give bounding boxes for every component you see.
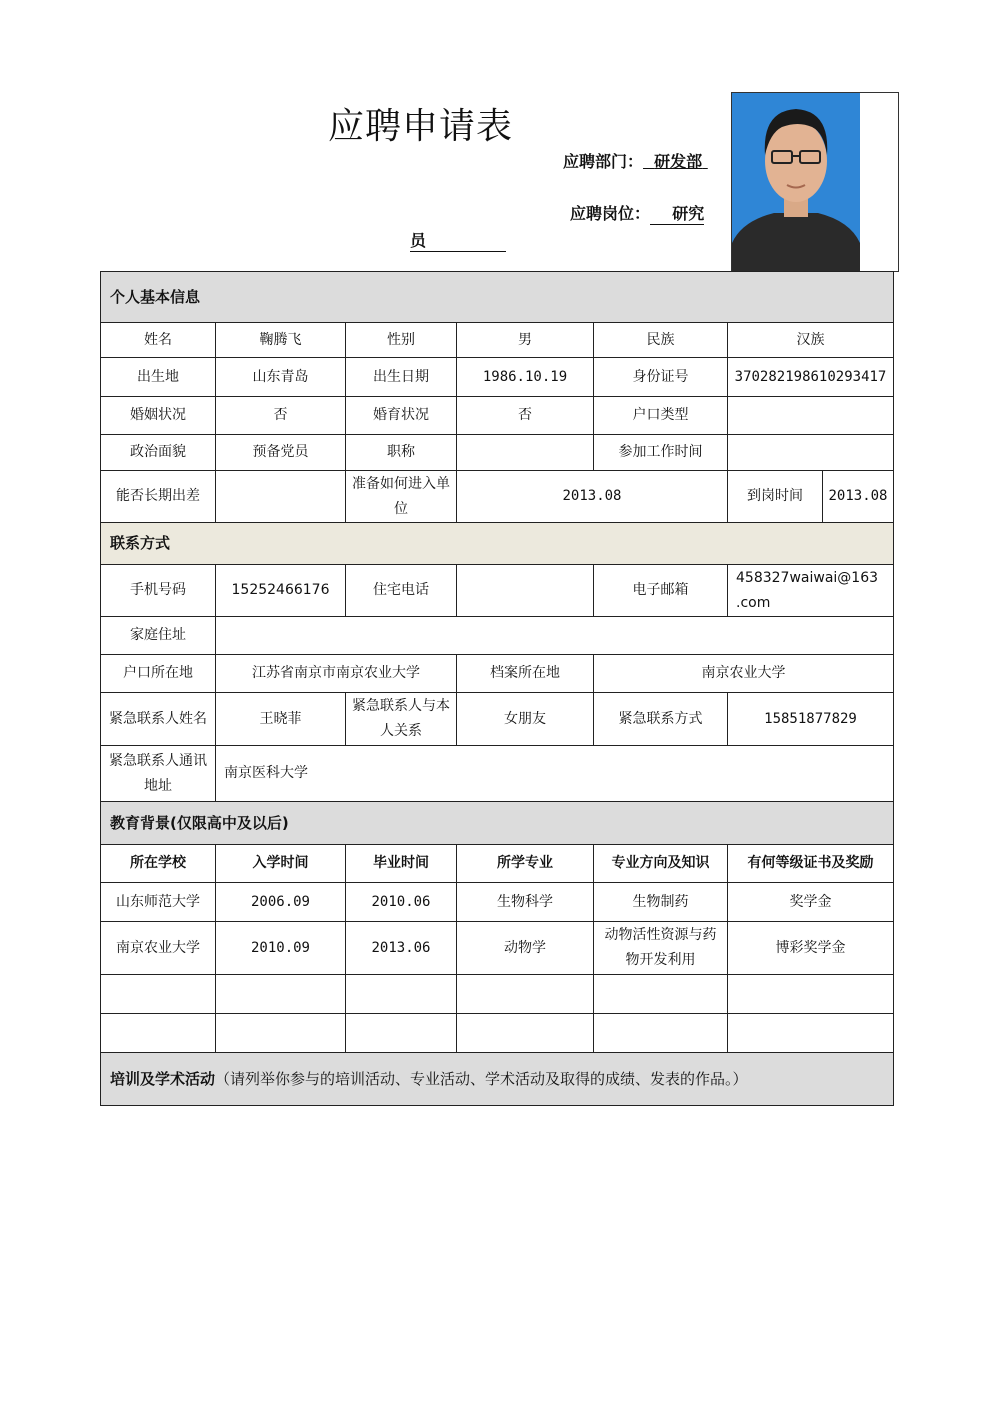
arrival-time-label: 到岗时间 (728, 471, 823, 523)
training-note: （请列举你参与的培训活动、专业活动、学术活动及取得的成绩、发表的作品。） (215, 1069, 748, 1088)
edu-end[interactable]: 2013.06 (346, 922, 457, 975)
edu-school[interactable] (101, 975, 216, 1014)
edu-start[interactable]: 2010.09 (216, 922, 346, 975)
table-row (101, 883, 894, 922)
name-label: 姓名 (101, 323, 216, 358)
birthdate-label: 出生日期 (346, 358, 457, 397)
position-field-continued (410, 228, 506, 252)
application-form-table (100, 271, 894, 1106)
section-education: 教育背景(仅限高中及以后) (101, 802, 894, 845)
table-row (101, 922, 894, 975)
section-training (101, 1053, 894, 1106)
hukou-type-label: 户口类型 (594, 397, 728, 435)
emergency-relation-label: 紧急联系人与本人关系 (346, 693, 457, 746)
email-value[interactable] (728, 565, 894, 617)
business-travel-label: 能否长期出差 (101, 471, 216, 523)
applicant-photo-frame (731, 92, 899, 272)
edu-awards[interactable] (728, 975, 894, 1014)
job-title-label: 职称 (346, 435, 457, 471)
table-row (101, 975, 894, 1014)
section-contact: 联系方式 (101, 523, 894, 565)
birthplace-label: 出生地 (101, 358, 216, 397)
hukou-type-value[interactable] (728, 397, 894, 435)
edu-end[interactable]: 2010.06 (346, 883, 457, 922)
edu-header-major: 所学专业 (457, 845, 594, 883)
department-label: 应聘部门： (563, 152, 644, 171)
home-phone-label: 住宅电话 (346, 565, 457, 617)
edu-major[interactable] (457, 1014, 594, 1053)
email-line-2: .com (736, 594, 771, 611)
entry-plan-value[interactable]: 2013.08 (457, 471, 728, 523)
edu-awards[interactable]: 博彩奖学金 (728, 922, 894, 975)
marital-status-label: 婚姻状况 (101, 397, 216, 435)
id-number-label: 身份证号 (594, 358, 728, 397)
position-value-line2: 员 (410, 231, 427, 250)
marital-status-value[interactable]: 否 (216, 397, 346, 435)
edu-awards[interactable]: 奖学金 (728, 883, 894, 922)
edu-direction[interactable] (594, 1014, 728, 1053)
mobile-value[interactable]: 15252466176 (216, 565, 346, 617)
emergency-phone-label: 紧急联系方式 (594, 693, 728, 746)
hukou-location-value[interactable]: 江苏省南京市南京农业大学 (216, 655, 457, 693)
archive-location-label: 档案所在地 (457, 655, 594, 693)
position-label: 应聘岗位： (570, 204, 651, 223)
name-value[interactable]: 鞠腾飞 (216, 323, 346, 358)
position-value-line1: 研究 (672, 204, 705, 223)
mobile-label: 手机号码 (101, 565, 216, 617)
work-start-value[interactable] (728, 435, 894, 471)
position-field (570, 201, 704, 225)
edu-end[interactable] (346, 975, 457, 1014)
emergency-name-label: 紧急联系人姓名 (101, 693, 216, 746)
political-status-label: 政治面貌 (101, 435, 216, 471)
ethnicity-value[interactable]: 汉族 (728, 323, 894, 358)
edu-start[interactable] (216, 1014, 346, 1053)
emergency-phone-value[interactable]: 15851877829 (728, 693, 894, 746)
business-travel-value[interactable] (216, 471, 346, 523)
work-start-label: 参加工作时间 (594, 435, 728, 471)
edu-school[interactable]: 山东师范大学 (101, 883, 216, 922)
edu-awards[interactable] (728, 1014, 894, 1053)
hukou-location-label: 户口所在地 (101, 655, 216, 693)
entry-plan-label: 准备如何进入单位 (346, 471, 457, 523)
department-field (563, 149, 708, 172)
edu-direction[interactable]: 动物活性资源与药物开发利用 (594, 922, 728, 975)
emergency-address-value[interactable]: 南京医科大学 (216, 746, 894, 802)
home-address-label: 家庭住址 (101, 617, 216, 655)
applicant-photo (732, 93, 860, 271)
home-phone-value[interactable] (457, 565, 594, 617)
edu-header-school: 所在学校 (101, 845, 216, 883)
edu-major[interactable]: 生物科学 (457, 883, 594, 922)
edu-header-start: 入学时间 (216, 845, 346, 883)
email-label: 电子邮箱 (594, 565, 728, 617)
political-status-value[interactable]: 预备党员 (216, 435, 346, 471)
department-value: 研发部 (654, 152, 703, 171)
birthplace-value[interactable]: 山东青岛 (216, 358, 346, 397)
section-basic-info: 个人基本信息 (101, 272, 894, 323)
edu-direction[interactable] (594, 975, 728, 1014)
fertility-status-label: 婚育状况 (346, 397, 457, 435)
home-address-value[interactable] (216, 617, 894, 655)
emergency-address-label: 紧急联系人通讯地址 (101, 746, 216, 802)
edu-direction[interactable]: 生物制药 (594, 883, 728, 922)
emergency-name-value[interactable]: 王晓菲 (216, 693, 346, 746)
table-row (101, 1014, 894, 1053)
gender-label: 性别 (346, 323, 457, 358)
edu-school[interactable]: 南京农业大学 (101, 922, 216, 975)
job-title-value[interactable] (457, 435, 594, 471)
edu-school[interactable] (101, 1014, 216, 1053)
id-number-value[interactable]: 370282198610293417 (728, 358, 894, 397)
gender-value[interactable]: 男 (457, 323, 594, 358)
edu-header-direction: 专业方向及知识 (594, 845, 728, 883)
edu-end[interactable] (346, 1014, 457, 1053)
edu-start[interactable]: 2006.09 (216, 883, 346, 922)
archive-location-value[interactable]: 南京农业大学 (594, 655, 894, 693)
edu-header-awards: 有何等级证书及奖励 (728, 845, 894, 883)
training-title: 培训及学术活动 (110, 1069, 216, 1088)
arrival-time-value[interactable]: 2013.08 (823, 471, 894, 523)
ethnicity-label: 民族 (594, 323, 728, 358)
birthdate-value[interactable]: 1986.10.19 (457, 358, 594, 397)
edu-major[interactable]: 动物学 (457, 922, 594, 975)
email-line-1: 458327waiwai@163 (736, 569, 879, 586)
fertility-status-value[interactable]: 否 (457, 397, 594, 435)
edu-header-end: 毕业时间 (346, 845, 457, 883)
form-title: 应聘申请表 (328, 106, 514, 147)
emergency-relation-value[interactable]: 女朋友 (457, 693, 594, 746)
edu-major[interactable] (457, 975, 594, 1014)
edu-start[interactable] (216, 975, 346, 1014)
